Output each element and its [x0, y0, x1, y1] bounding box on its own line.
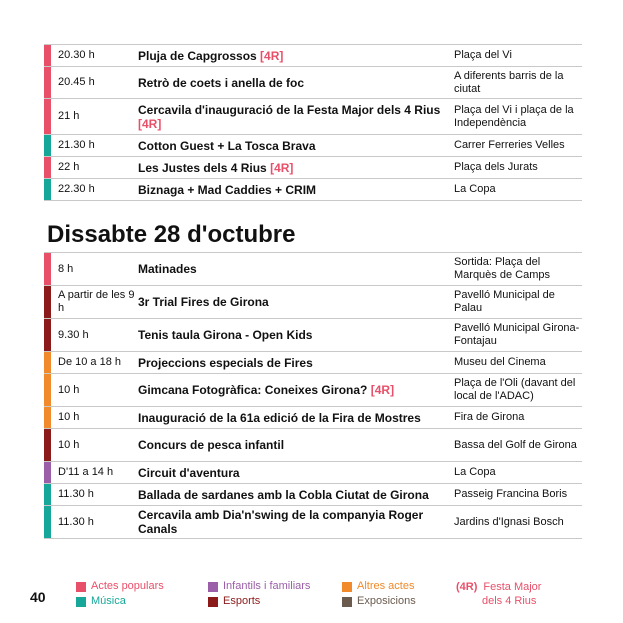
- event-location: Plaça de l'Oli (davant del local de l'ADAC): [454, 377, 576, 402]
- category-color-bar: [44, 135, 51, 156]
- event-title: [138, 295, 448, 309]
- event-time: A partir de les 9 h: [58, 289, 135, 314]
- event-title-text: Cotton Guest + La Tosca Brava: [138, 138, 316, 153]
- page-number: 40: [30, 589, 46, 605]
- event-title-text: Biznaga + Mad Caddies + CRIM: [138, 182, 317, 197]
- event-location: Pavelló Municipal Girona-Fontajau: [454, 322, 580, 347]
- event-location: Passeig Francina Boris: [454, 488, 568, 500]
- legend-label-altres: Altres actes: [357, 580, 415, 592]
- festa-major-tag: [4R]: [370, 383, 395, 397]
- event-time: 22.30 h: [58, 183, 95, 195]
- event-title-text: Tenis taula Girona - Open Kids: [138, 328, 313, 342]
- event-time: 8 h: [58, 262, 74, 275]
- event-location: La Copa: [454, 183, 496, 195]
- table-row: [44, 484, 582, 506]
- event-title: [138, 139, 448, 153]
- table-row: [44, 45, 582, 67]
- legend-altres: [342, 580, 414, 593]
- event-time: 11.30 h: [58, 515, 94, 528]
- legend-swatch-infantils: [208, 582, 218, 592]
- event-time: 21.30 h: [58, 139, 95, 151]
- table-row: [44, 374, 582, 407]
- table-row: [44, 157, 582, 179]
- event-location: Plaça del Vi i plaça de la Independència: [454, 103, 574, 129]
- legend-swatch-esports: [208, 597, 218, 607]
- event-title: [138, 183, 448, 197]
- event-title-text: Pluja de Capgrossos: [138, 48, 257, 63]
- legend-actes-populars: [76, 580, 164, 593]
- event-time: De 10 a 18 h: [58, 356, 121, 368]
- event-title-text: Les Justes dels 4 Rius: [138, 160, 267, 175]
- legend-label-actes-populars: Actes populars: [91, 580, 164, 592]
- event-title: [138, 328, 448, 342]
- category-color-bar: [44, 506, 51, 538]
- event-location: Fira de Girona: [454, 411, 525, 423]
- category-color-bar: [44, 374, 51, 406]
- event-location: Pavelló Municipal de Palau: [454, 289, 555, 314]
- event-location: A diferents barris de la ciutat: [454, 69, 564, 95]
- category-color-bar: [44, 99, 51, 134]
- event-time: 10 h: [58, 383, 80, 396]
- category-color-bar: [44, 179, 51, 200]
- event-title: [138, 103, 448, 131]
- event-location: Sortida: Plaça del Marquès de Camps: [454, 256, 550, 281]
- saturday-schedule-table: [44, 252, 582, 539]
- event-title-text: Cercavila amb Dia'n'swing de la companyia Roger Canals: [138, 508, 424, 536]
- event-title: [138, 262, 448, 276]
- event-title-text: Ballada de sardanes amb la Cobla Ciutat de Girona: [138, 487, 429, 502]
- event-location: Plaça del Vi: [454, 49, 512, 61]
- event-location: Jardins d'Ignasi Bosch: [454, 515, 564, 528]
- event-location: Plaça dels Jurats: [454, 161, 538, 173]
- table-row: [44, 67, 582, 99]
- table-row: [44, 429, 582, 462]
- table-row: [44, 352, 582, 374]
- table-row: [44, 319, 582, 352]
- event-time: 20.45 h: [58, 76, 95, 88]
- category-color-bar: [44, 45, 51, 66]
- category-color-bar: [44, 67, 51, 98]
- event-title: [138, 383, 448, 397]
- event-time: D'11 a 14 h: [58, 466, 114, 478]
- event-title: [138, 49, 448, 63]
- event-location: Bassa del Golf de Girona: [454, 438, 577, 451]
- event-location: La Copa: [454, 466, 496, 478]
- event-title: [138, 161, 448, 175]
- event-time: 21 h: [58, 110, 80, 122]
- category-color-bar: [44, 407, 51, 428]
- legend-exposicions: [342, 595, 416, 608]
- event-title-text: Matinades: [138, 262, 197, 276]
- event-title: [138, 438, 448, 452]
- event-time: 9.30 h: [58, 328, 89, 341]
- table-row: [44, 407, 582, 429]
- event-location: Museu del Cinema: [454, 356, 546, 368]
- category-color-bar: [44, 429, 51, 461]
- legend-festa-label-2: dels 4 Rius: [482, 595, 537, 607]
- event-title-text: Inauguració de la 61a edició de la Fira de Mostres: [138, 410, 421, 425]
- event-title: [138, 508, 448, 536]
- legend-swatch-exposicions: [342, 597, 352, 607]
- event-time: 22 h: [58, 161, 80, 173]
- event-time: 10 h: [58, 438, 80, 451]
- festa-major-tag: [4R]: [270, 160, 294, 175]
- event-time: 20.30 h: [58, 49, 95, 61]
- legend-label-esports: Esports: [223, 595, 261, 607]
- legend-esports: [208, 595, 260, 608]
- legend-label-infantils: Infantils i familiars: [223, 580, 311, 592]
- table-row: [44, 99, 582, 135]
- festa-major-tag: [4R]: [138, 116, 162, 131]
- event-title-text: Retrò de coets i anella de foc: [138, 75, 305, 90]
- legend-label-musica: Música: [91, 595, 126, 607]
- festa-major-tag: [4R]: [260, 48, 284, 63]
- table-row: [44, 135, 582, 157]
- event-title-text: Circuit d'aventura: [138, 465, 240, 480]
- event-time: 11.30 h: [58, 488, 94, 500]
- table-row: [44, 179, 582, 201]
- category-color-bar: [44, 157, 51, 178]
- friday-schedule-table: [44, 44, 582, 201]
- event-title: [138, 76, 448, 90]
- event-title-text: Concurs de pesca infantil: [138, 438, 285, 452]
- event-location: Carrer Ferreries Velles: [454, 139, 565, 151]
- legend-swatch-musica: [76, 597, 86, 607]
- event-title-text: Gimcana Fotogràfica: Coneixes Girona?: [138, 383, 368, 397]
- event-title: [138, 356, 448, 370]
- legend-infantils: [208, 580, 310, 593]
- event-title-text: Cercavila d'inauguració de la Festa Major dels 4 Rius: [138, 102, 441, 117]
- table-row: [44, 286, 582, 319]
- legend-festa-major: [456, 580, 541, 608]
- category-color-bar: [44, 462, 51, 483]
- legend-musica: [76, 595, 126, 608]
- event-title-text: Projeccions especials de Fires: [138, 355, 313, 370]
- event-title-text: 3r Trial Fires de Girona: [138, 295, 269, 309]
- legend-label-exposicions: Exposicions: [357, 595, 416, 607]
- event-title: [138, 466, 448, 480]
- day-title: Dissabte 28 d'octubre: [47, 221, 296, 248]
- event-title: [138, 488, 448, 502]
- table-row: [44, 253, 582, 286]
- table-row: [44, 462, 582, 484]
- category-color-bar: [44, 319, 51, 351]
- legend-swatch-actes-populars: [76, 582, 86, 592]
- category-color-bar: [44, 484, 51, 505]
- event-time: 10 h: [58, 411, 80, 423]
- category-color-bar: [44, 253, 51, 285]
- category-color-bar: [44, 286, 51, 318]
- table-row: [44, 506, 582, 539]
- legend-swatch-altres: [342, 582, 352, 592]
- event-title: [138, 411, 448, 425]
- legend-festa-tag: (4R): [456, 581, 478, 593]
- legend-festa-label-1: Festa Major: [483, 581, 542, 593]
- category-color-bar: [44, 352, 51, 373]
